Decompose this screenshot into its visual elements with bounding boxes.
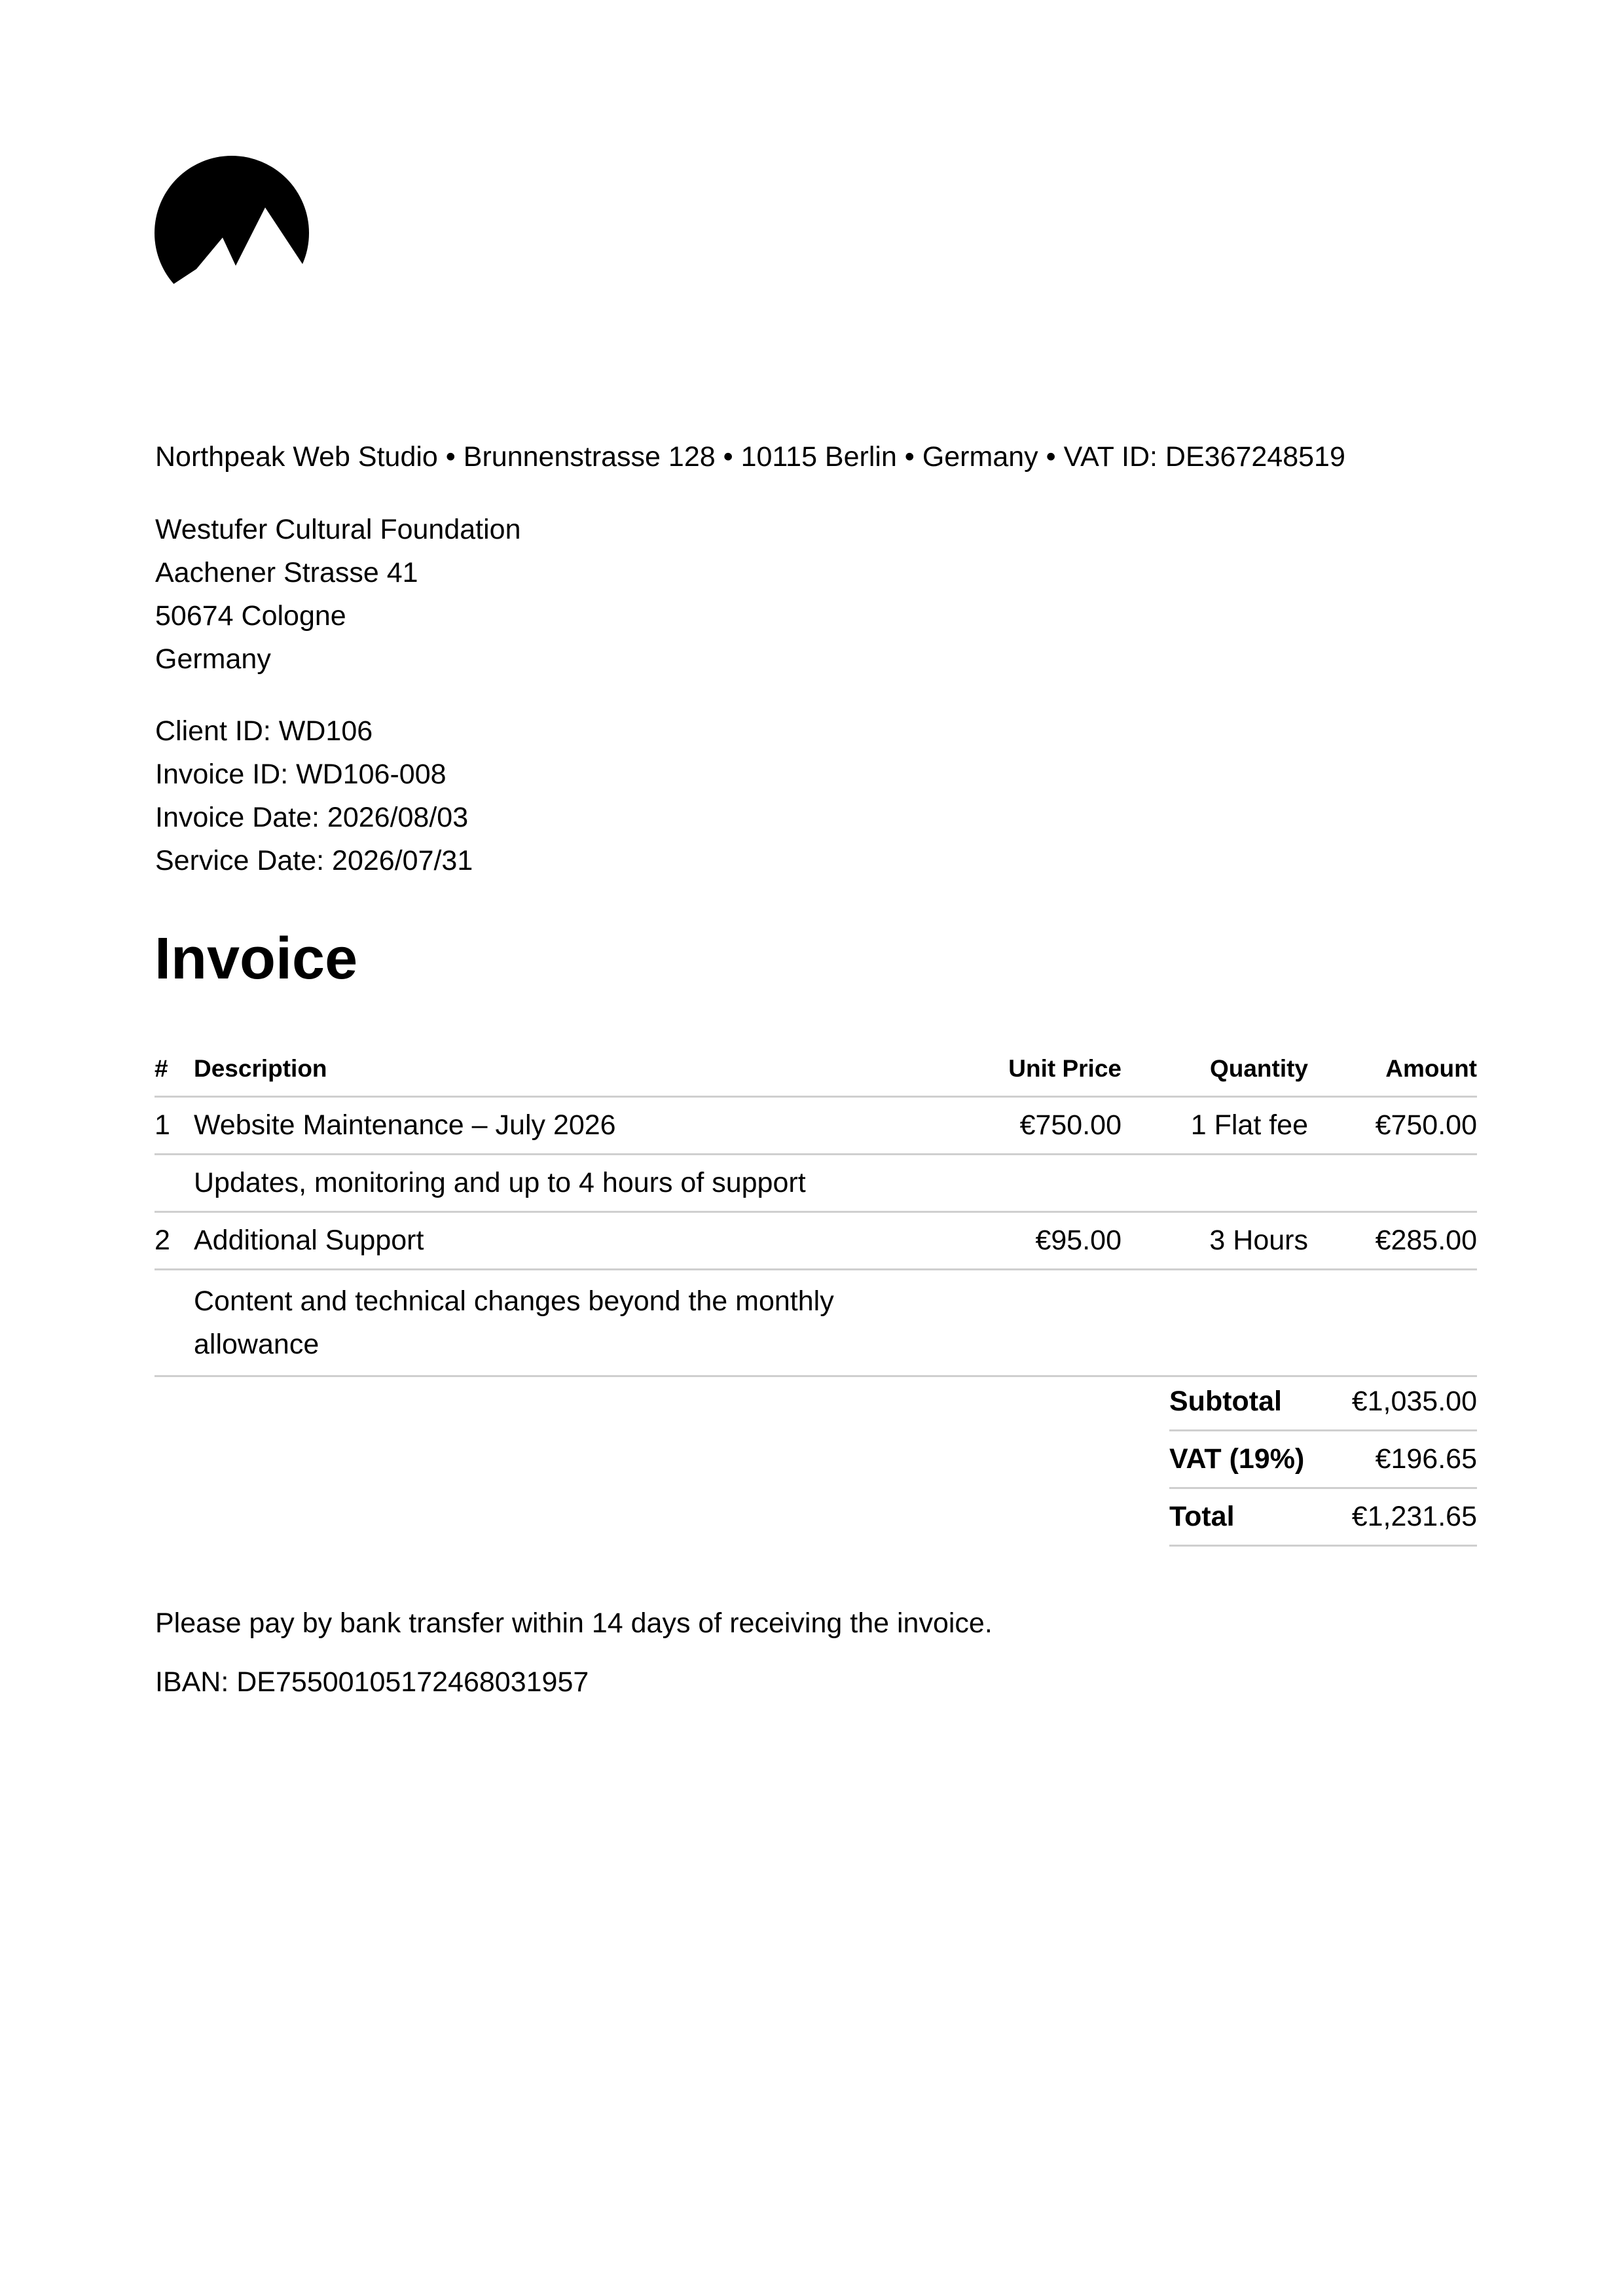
page-title: Invoice [155,926,358,992]
item-amount: €750.00 [1308,1097,1477,1155]
table-row [155,1097,1477,1155]
item-description: Additional Support [194,1212,925,1270]
sender-address-line: Northpeak Web Studio • Brunnenstrasse 128 • 10115 Berlin • Germany • VAT ID: DE367248519 [155,441,1345,473]
total-value: €1,231.65 [1329,1488,1477,1546]
invoice-date: Invoice Date: 2026/08/03 [155,802,469,833]
subtotal-value: €1,035.00 [1329,1374,1477,1431]
vat-row [1169,1431,1477,1488]
service-date: Service Date: 2026/07/31 [155,845,473,876]
iban: IBAN: DE75500105172468031957 [155,1666,589,1698]
header-num: # [155,1042,194,1097]
total-row [1169,1488,1477,1546]
item-detail: Content and technical changes beyond the monthly allowance [194,1285,834,1360]
invoice-id: Invoice ID: WD106-008 [155,759,447,790]
header-unit-price: Unit Price [925,1042,1122,1097]
item-unit-price: €95.00 [925,1212,1122,1270]
invoice-meta [155,709,473,882]
table-row [155,1212,1477,1270]
subtotal-row [1169,1374,1477,1431]
header-amount: Amount [1308,1042,1477,1097]
recipient-city: 50674 Cologne [155,600,346,632]
client-id: Client ID: WD106 [155,715,373,747]
mountain-peaks-circle-icon [155,156,309,287]
recipient-name: Westufer Cultural Foundation [155,514,521,545]
payment-note: Please pay by bank transfer within 14 days of receiving the invoice. [155,1607,993,1639]
item-amount: €285.00 [1308,1212,1477,1270]
item-quantity: 1 Flat fee [1122,1097,1308,1155]
total-label: Total [1169,1488,1329,1546]
header-quantity: Quantity [1122,1042,1308,1097]
item-num: 2 [155,1212,194,1270]
table-row-detail [155,1270,1477,1376]
header-description: Description [194,1042,925,1097]
table-header-row [155,1042,1477,1097]
totals-table [1169,1374,1477,1547]
recipient-country: Germany [155,643,271,675]
recipient-street: Aachener Strasse 41 [155,557,418,588]
vat-value: €196.65 [1329,1431,1477,1488]
item-unit-price: €750.00 [925,1097,1122,1155]
line-items-table [155,1042,1477,1377]
item-description: Website Maintenance – July 2026 [194,1097,925,1155]
vat-label: VAT (19%) [1169,1431,1329,1488]
table-row-detail [155,1155,1477,1212]
subtotal-label: Subtotal [1169,1374,1329,1431]
recipient-address [155,508,521,681]
item-num: 1 [155,1097,194,1155]
item-detail: Updates, monitoring and up to 4 hours of support [194,1155,925,1212]
item-quantity: 3 Hours [1122,1212,1308,1270]
